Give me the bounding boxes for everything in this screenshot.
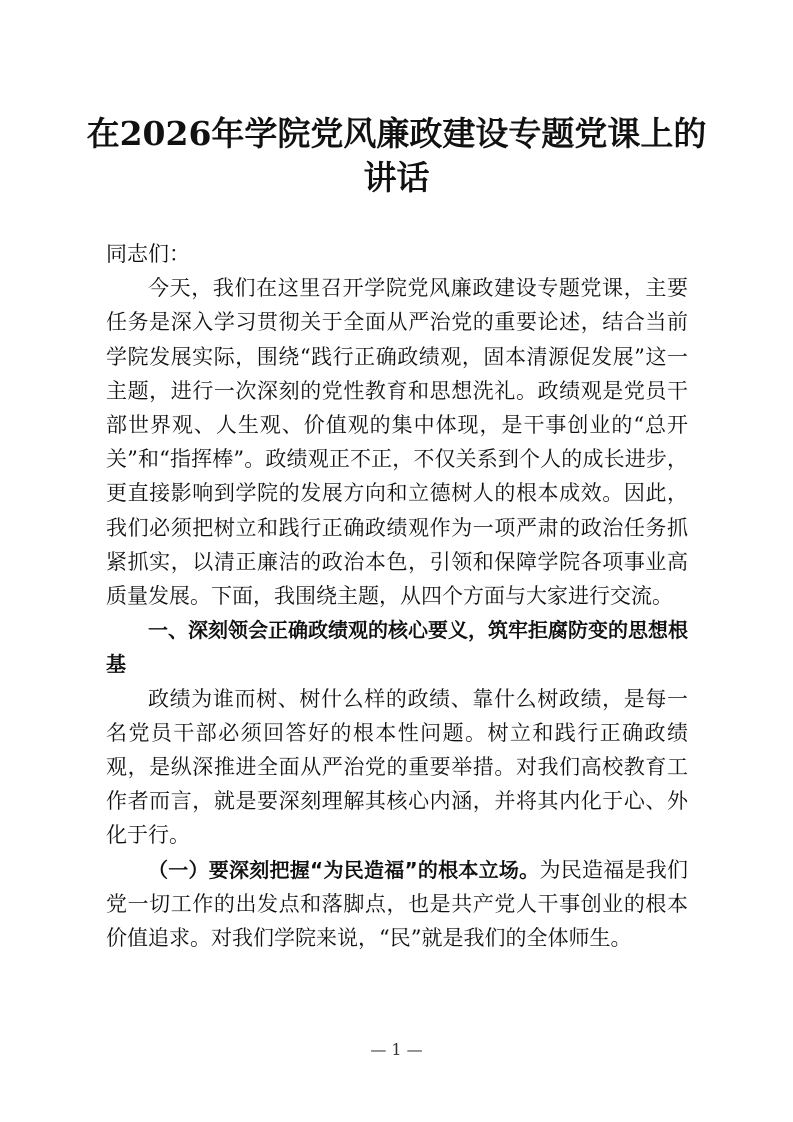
subsection-1-paragraph <box>106 853 688 956</box>
subsection-1-lead: （一）要深刻把握“为民造福”的根本立场。 <box>148 857 540 882</box>
document-body <box>106 237 688 955</box>
page-number: — 1 — <box>370 1040 423 1059</box>
section-1-paragraph: 政绩为谁而树、树什么样的政绩、靠什么树政绩，是每一名党员干部必须回答好的根本性问题。树立和践行正确政绩观，是纵深推进全面从严治党的重要举措。对我们高校教育工作者而言，就是要深刻理解其核心内涵，并将其内化于心、外化于行。 <box>106 686 688 848</box>
salutation: 同志们： <box>106 242 190 266</box>
subsection-1-text: 为民造福是我们党一切工作的出发点和落脚点，也是共产党人干事创业的根本价值追求。对我们学院来说，“民”就是我们的全体师生。 <box>106 857 688 951</box>
document-title: 在2026年学院党风廉政建设专题党课上的讲话 <box>86 114 707 197</box>
intro-paragraph: 今天，我们在这里召开学院党风廉政建设专题党课，主要任务是深入学习贯彻关于全面从严治党的重要论述，结合当前学院发展实际，围绕“践行正确政绩观，固本清源促发展”这一主题，进行一次深刻的党性教育和思想洗礼。政绩观是党员干部世界观、人生观、价值观的集中体现，是干事创业的“总开关”和“指挥棒”。政绩观正不正，不仅关系到个人的成长进步，更直接影响到学院的发展方向和立德树人的根本成效。因此，我们必须把树立和践行正确政绩观作为一项严肃的政治任务抓紧抓实，以清正廉洁的政治本色，引领和保障学院各项事业高质量发展。下面，我围绕主题，从四个方面与大家进行交流。 <box>106 276 688 609</box>
section-heading-1: 一、深刻领会正确政绩观的核心要义，筑牢拒腐防变的思想根基 <box>106 618 688 677</box>
